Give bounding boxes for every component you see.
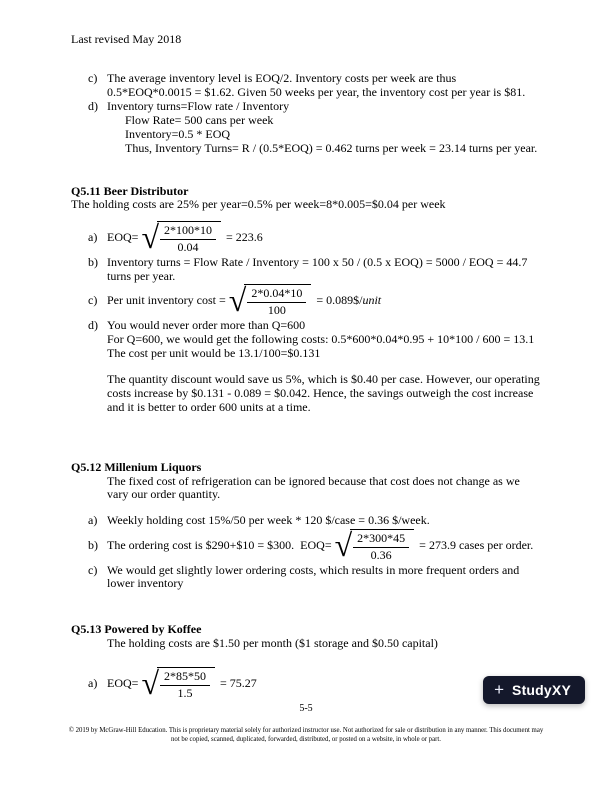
formula-prefix: Per unit inventory cost =: [107, 293, 226, 308]
question-title: Q5.13 Powered by Koffee: [71, 622, 202, 637]
question-title: Q5.11 Beer Distributor: [71, 183, 189, 198]
formula-prefix: EOQ=: [107, 675, 139, 690]
plus-icon: +: [494, 680, 505, 699]
item-text: Inventory turns=Flow rate / Inventory: [107, 99, 290, 114]
item-body: [107, 319, 540, 360]
item-label: a): [88, 675, 98, 690]
discussion-paragraph: The quantity discount would save us 5%, which is $0.40 per case. However, our operating costs increase by $0.131 - 0.089 = $0.042. Hence, the savings outweigh the cost increase and it is better to order 600 units at a time.: [107, 372, 540, 414]
radicand: [350, 529, 414, 563]
list-item-c: [88, 72, 540, 100]
section-q510: [71, 72, 540, 156]
formula-prefix: The ordering cost is $290+$10 = $300. EOQ=: [107, 537, 332, 552]
fraction-denominator: 0.36: [370, 547, 392, 562]
radical-sign-icon: √: [334, 526, 353, 563]
square-root: [334, 526, 415, 563]
formula-result: = 223.6: [226, 230, 263, 245]
item-line: You would never order more than Q=600: [107, 317, 306, 332]
list-item-a: [88, 218, 540, 255]
item-body: [107, 100, 540, 155]
section-q511: [71, 185, 540, 415]
formula-unit: unit: [362, 293, 382, 308]
fraction-numerator: 2*0.04*10: [247, 287, 306, 303]
list-item-a: [88, 664, 540, 701]
eoq-formula: [107, 664, 540, 701]
formula-result: = 273.9 cases per order.: [419, 537, 534, 552]
list-item-c: [88, 284, 540, 318]
studyxy-badge: [483, 676, 585, 704]
item-subline: Thus, Inventory Turns= R / (0.5*EOQ) = 0.462 turns per week = 23.14 turns per year.: [125, 140, 538, 155]
item-label: c): [88, 562, 98, 577]
formula-prefix: EOQ=: [107, 230, 139, 245]
page-footer: [66, 703, 546, 745]
radicand: [157, 667, 215, 701]
question-intro: The holding costs are $1.50 per month ($1 storage and $0.50 capital): [107, 635, 438, 650]
radicand: [244, 284, 311, 318]
studyxy-logo-text: StudyXY: [512, 681, 571, 698]
radicand: [157, 221, 221, 255]
item-text: The average inventory level is EOQ/2. Inventory costs per week are thus 0.5*EOQ*0.0015 = $1.62. Given 50 weeks per year, the inventory cost per year is $81.: [107, 70, 526, 99]
revision-note: Last revised May 2018: [71, 32, 182, 46]
square-root: [141, 664, 215, 701]
fraction-denominator: 1.5: [177, 685, 193, 700]
item-label: c): [88, 293, 98, 308]
section-q512: [71, 461, 540, 591]
item-text: Weekly holding cost 15%/50 per week * 120 $/case = 0.36 $/week.: [107, 513, 430, 528]
question-intro: The fixed cost of refrigeration can be ignored because that cost does not change as we vary our order quantity.: [107, 473, 520, 502]
item-subline: Inventory=0.5 * EOQ: [125, 126, 231, 141]
fraction-numerator: 2*300*45: [353, 532, 409, 548]
item-label: d): [88, 317, 98, 332]
fraction: [160, 670, 210, 701]
list-item-d: [88, 100, 540, 155]
list-item-b: [88, 526, 540, 563]
item-line: The cost per unit would be 13.1/100=$0.131: [107, 345, 321, 360]
formula-result: = 75.27: [220, 675, 257, 690]
fraction: [160, 224, 216, 255]
list-item-b: [88, 256, 540, 284]
section-q513: [71, 623, 540, 700]
item-label: b): [88, 254, 98, 269]
unit-cost-formula: [107, 284, 540, 318]
item-label: a): [88, 230, 98, 245]
list-item-c: [88, 564, 540, 592]
item-text: We would get slightly lower ordering costs, which results in more frequent orders and lower inventory: [107, 562, 520, 591]
list-item-a: [88, 514, 540, 528]
eoq-formula: [107, 526, 540, 563]
question-title: Q5.12 Millenium Liquors: [71, 459, 202, 474]
item-label: a): [88, 513, 98, 528]
item-label: c): [88, 70, 98, 85]
radical-sign-icon: √: [228, 282, 247, 319]
fraction-numerator: 2*85*50: [160, 670, 210, 686]
radical-sign-icon: √: [141, 664, 159, 701]
square-root: [141, 218, 221, 255]
item-line: For Q=600, we would get the following costs: 0.5*600*0.04*0.95 + 10*100 / 600 = 13.1: [107, 331, 535, 346]
question-intro: The holding costs are 25% per year=0.5% per week=8*0.005=$0.04 per week: [71, 197, 446, 212]
radical-sign-icon: √: [141, 218, 159, 255]
fraction-denominator: 100: [267, 303, 286, 318]
item-text: Inventory turns = Flow Rate / Inventory = 100 x 50 / (0.5 x EOQ) = 5000 / EOQ = 44.7 turns per year.: [107, 254, 528, 283]
fraction: [247, 287, 306, 318]
copyright-notice: © 2019 by McGraw-Hill Education. This is proprietary material solely for authorized instructor use. Not authorized for sale or distribution in any manner. This document may not be copied, scanned, duplicated, forwarded, distributed, or posted on a website, in whole or part.: [68, 726, 544, 744]
item-subline: Flow Rate= 500 cans per week: [125, 113, 274, 128]
item-label: d): [88, 99, 98, 114]
formula-result: = 0.089$/: [316, 293, 363, 308]
fraction-denominator: 0.04: [177, 239, 199, 254]
fraction: [353, 532, 409, 563]
item-label: b): [88, 537, 98, 552]
list-item-d: [88, 319, 540, 360]
fraction-numerator: 2*100*10: [160, 224, 216, 240]
square-root: [229, 284, 312, 318]
eoq-formula: [107, 218, 540, 255]
page-number: 5-5: [299, 703, 313, 714]
